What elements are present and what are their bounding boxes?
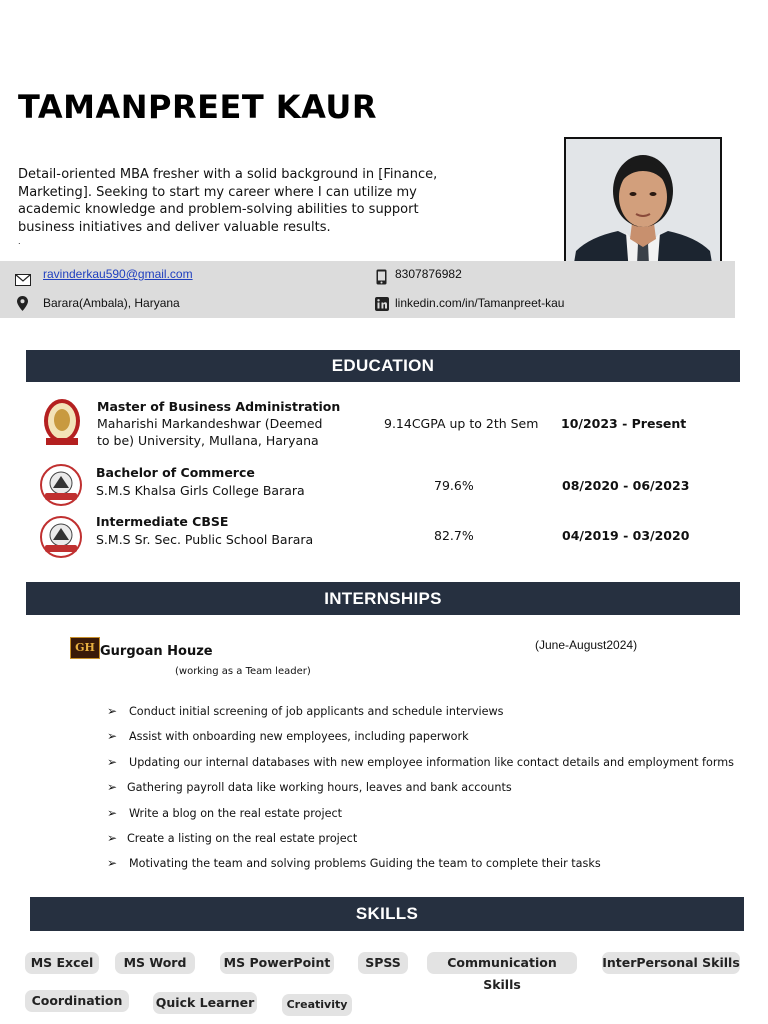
internships-heading: INTERNSHIPS — [26, 582, 740, 615]
bullet-text: Create a listing on the real estate project — [127, 832, 358, 845]
company-logo-text: GH — [75, 641, 95, 654]
linkedin-icon — [375, 296, 389, 315]
education-dates: 10/2023 - Present — [561, 416, 687, 431]
arrow-bullet-icon: ➢ — [107, 780, 118, 794]
bullet-text: Motivating the team and solving problems Guiding the team to complete their tasks — [129, 857, 601, 870]
linkedin-link[interactable]: linkedin.com/in/Tamanpreet-kau — [395, 296, 565, 310]
candidate-name: TAMANPREET KAUR — [18, 88, 377, 126]
arrow-bullet-icon: ➢ — [107, 856, 118, 870]
university-emblem-icon — [42, 398, 82, 448]
education-degree: Bachelor of Commerce — [96, 465, 255, 480]
skill-pill: MS Word — [115, 952, 195, 974]
education-institution: S.M.S Khalsa Girls College Barara — [96, 483, 305, 498]
envelope-icon — [15, 271, 31, 290]
bullet-text: Conduct initial screening of job applicants and schedule interviews — [129, 705, 504, 718]
mobile-phone-icon — [376, 269, 387, 289]
company-logo-icon — [70, 637, 100, 659]
arrow-bullet-icon: ➢ — [107, 806, 118, 820]
skill-pill: SPSS — [358, 952, 408, 974]
skill-pill: Coordination — [25, 990, 129, 1012]
summary-text: Detail-oriented MBA fresher with a solid background in [Finance, Marketing]. Seeking to start my career where I can utilize my academic knowledge and problem-solving abilities to support business initiatives and deliver valuable results. — [18, 167, 438, 235]
skills-heading: SKILLS — [30, 897, 744, 931]
bullet-text: Gathering payroll data like working hours, leaves and bank accounts — [127, 781, 512, 794]
education-dates: 08/2020 - 06/2023 — [562, 478, 690, 493]
map-pin-icon — [17, 296, 28, 315]
skill-pill: Creativity — [282, 994, 352, 1016]
internship-bullet — [107, 856, 601, 870]
education-degree: Master of Business Administration — [97, 399, 341, 414]
company-name: Gurgoan Houze — [100, 644, 213, 659]
education-score: 82.7% — [434, 528, 474, 543]
profile-summary — [18, 166, 478, 246]
arrow-bullet-icon: ➢ — [107, 729, 118, 743]
internship-bullet — [107, 704, 503, 718]
phone-number: 8307876982 — [395, 267, 462, 281]
education-degree: Intermediate CBSE — [96, 514, 229, 529]
education-institution: S.M.S Sr. Sec. Public School Barara — [96, 532, 314, 547]
education-institution: Maharishi Markandeshwar (Deemed to be) University, Mullana, Haryana — [97, 416, 323, 448]
summary-trailing-dot: . — [18, 237, 21, 246]
internship-bullet — [107, 729, 469, 743]
education-score: 79.6% — [434, 478, 474, 493]
internship-role: (working as a Team leader) — [175, 666, 311, 677]
internship-period: (June-August2024) — [535, 638, 638, 652]
education-dates: 04/2019 - 03/2020 — [562, 528, 690, 543]
arrow-bullet-icon: ➢ — [107, 704, 118, 718]
skill-pill: MS Excel — [25, 952, 99, 974]
skill-pill: Communication Skills — [427, 952, 577, 974]
arrow-bullet-icon: ➢ — [107, 755, 118, 769]
bullet-text: Assist with onboarding new employees, including paperwork — [129, 730, 469, 743]
location-text: Barara(Ambala), Haryana — [43, 296, 180, 310]
bullet-text: Updating our internal databases with new employee information like contact details and employment forms — [129, 756, 734, 769]
internship-bullet — [107, 806, 342, 820]
skill-pill: MS PowerPoint — [220, 952, 334, 974]
education-score: 9.14CGPA up to 2th Sem — [384, 416, 539, 431]
education-heading: EDUCATION — [26, 350, 740, 382]
bullet-text: Write a blog on the real estate project — [129, 807, 342, 820]
skill-pill: InterPersonal Skills — [602, 952, 740, 974]
internship-bullet — [107, 780, 512, 794]
skill-pill: Quick Learner — [153, 992, 257, 1014]
school-emblem-icon — [40, 516, 82, 558]
internship-bullet — [107, 755, 734, 769]
email-link[interactable]: ravinderkau590@gmail.com — [43, 267, 193, 281]
internship-bullet — [107, 831, 357, 845]
college-emblem-icon — [40, 464, 82, 506]
arrow-bullet-icon: ➢ — [107, 831, 118, 845]
contact-bar — [0, 261, 735, 318]
